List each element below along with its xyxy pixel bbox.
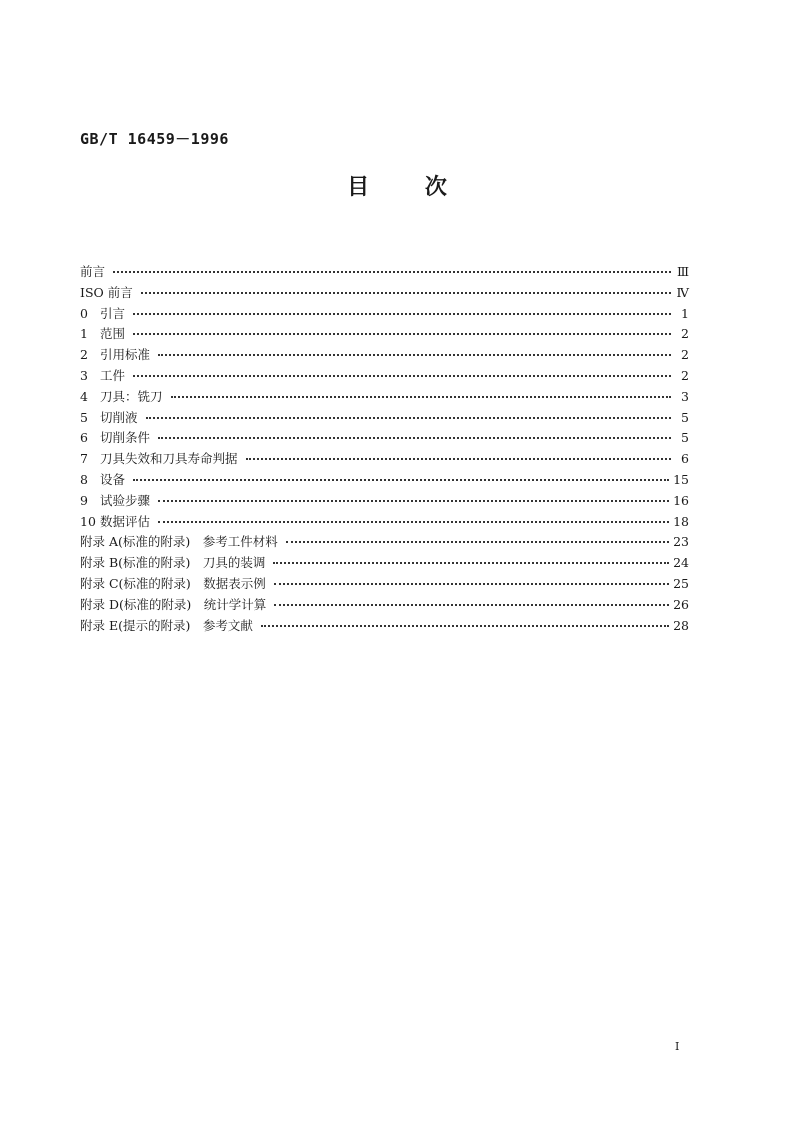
toc-entry-label: 1 范围 xyxy=(80,326,126,342)
toc-entry-10[interactable] xyxy=(80,512,689,533)
toc-entry-8[interactable] xyxy=(80,470,689,491)
toc-entry-page: 5 xyxy=(681,430,689,446)
toc-entry-0[interactable] xyxy=(80,304,689,325)
toc-entry-number: 9 xyxy=(80,492,88,508)
toc-entry-foreword[interactable] xyxy=(80,262,689,283)
toc-entry-number: 6 xyxy=(80,430,88,446)
toc-entry-page: 26 xyxy=(673,596,689,612)
toc-entry-appendix-e[interactable] xyxy=(80,616,689,637)
toc-entry-page: 16 xyxy=(673,492,689,508)
toc-leader xyxy=(158,500,669,502)
toc-leader xyxy=(133,375,671,377)
toc-entry-iso-foreword[interactable] xyxy=(80,283,689,304)
toc-entry-number: 8 xyxy=(80,471,88,487)
toc-entry-6[interactable] xyxy=(80,428,689,449)
toc-entry-label: 2 引用标准 xyxy=(80,347,151,363)
toc-title-char-1: 目 xyxy=(347,175,370,200)
toc-entry-9[interactable] xyxy=(80,491,689,512)
toc-entry-number: 1 xyxy=(80,326,88,342)
toc-entry-label: 附录 B(标准的附录) 刀具的装调 xyxy=(80,555,266,571)
toc-entry-number: 10 xyxy=(80,513,96,529)
toc-leader xyxy=(146,417,671,419)
toc-entry-label: 7 刀具失效和刀具寿命判据 xyxy=(80,451,238,467)
toc-entry-label: 附录 E(提示的附录) 参考文献 xyxy=(80,617,253,633)
toc-entry-2[interactable] xyxy=(80,345,689,366)
toc-entry-page: 2 xyxy=(681,367,689,383)
toc-leader xyxy=(158,437,671,439)
toc-entry-3[interactable] xyxy=(80,366,689,387)
toc-entry-number: 5 xyxy=(80,409,88,425)
toc-title-char-2: 次 xyxy=(424,175,447,200)
toc-entry-4[interactable] xyxy=(80,387,689,408)
toc-entry-page: Ⅳ xyxy=(676,284,689,300)
toc-leader xyxy=(113,271,671,273)
toc-entry-label: 附录 A(标准的附录) 参考工件材料 xyxy=(80,534,278,550)
toc-leader xyxy=(158,521,669,523)
toc-leader xyxy=(286,541,669,543)
toc-list xyxy=(80,262,689,636)
toc-entry-label: 附录 C(标准的附录) 数据表示例 xyxy=(80,575,266,591)
toc-entry-number: 4 xyxy=(80,388,88,404)
toc-leader xyxy=(274,604,669,606)
toc-leader xyxy=(246,458,671,460)
toc-entry-page: 23 xyxy=(673,534,689,550)
toc-entry-number: 0 xyxy=(80,305,88,321)
toc-leader xyxy=(133,479,669,481)
toc-leader xyxy=(261,625,669,627)
toc-title xyxy=(0,170,794,201)
toc-entry-page: Ⅲ xyxy=(676,264,689,279)
toc-entry-page: 2 xyxy=(681,347,689,363)
toc-entry-page: 24 xyxy=(673,555,689,571)
toc-entry-label: 0 引言 xyxy=(80,305,126,321)
toc-entry-label: ISO 前言 xyxy=(80,284,133,300)
toc-entry-number: 3 xyxy=(80,367,88,383)
toc-entry-number: 7 xyxy=(80,451,88,467)
toc-entry-number: 2 xyxy=(80,347,88,363)
toc-leader xyxy=(141,292,671,294)
toc-entry-label: 9 试验步骤 xyxy=(80,492,151,508)
toc-entry-label: 10 数据评估 xyxy=(80,513,151,529)
toc-leader xyxy=(274,583,669,585)
toc-leader xyxy=(171,396,671,398)
toc-entry-page: 1 xyxy=(681,305,689,321)
toc-leader xyxy=(133,333,671,335)
toc-entry-page: 3 xyxy=(681,388,689,404)
toc-entry-appendix-b[interactable] xyxy=(80,553,689,574)
toc-entry-page: 6 xyxy=(681,451,689,467)
toc-leader xyxy=(158,354,671,356)
toc-leader xyxy=(133,313,671,315)
toc-entry-appendix-a[interactable] xyxy=(80,532,689,553)
toc-entry-1[interactable] xyxy=(80,324,689,345)
toc-entry-7[interactable] xyxy=(80,449,689,470)
toc-entry-page: 15 xyxy=(673,471,689,487)
toc-entry-label: 前言 xyxy=(80,264,106,279)
toc-entry-appendix-d[interactable] xyxy=(80,595,689,616)
toc-entry-page: 25 xyxy=(673,575,689,591)
toc-entry-label: 6 切削条件 xyxy=(80,430,151,446)
toc-entry-label: 8 设备 xyxy=(80,471,126,487)
page-number: I xyxy=(675,1040,680,1053)
toc-entry-label: 5 切削液 xyxy=(80,409,138,425)
toc-entry-label: 3 工件 xyxy=(80,367,126,383)
toc-entry-page: 18 xyxy=(673,513,689,529)
standard-code: GB/T 16459－1996 xyxy=(80,130,229,148)
toc-entry-label: 4 刀具：铣刀 xyxy=(80,388,163,404)
toc-entry-5[interactable] xyxy=(80,408,689,429)
toc-entry-appendix-c[interactable] xyxy=(80,574,689,595)
toc-entry-page: 5 xyxy=(681,409,689,425)
toc-entry-label: 附录 D(标准的附录) 统计学计算 xyxy=(80,596,267,612)
toc-entry-page: 2 xyxy=(681,326,689,342)
toc-leader xyxy=(273,562,669,564)
toc-entry-page: 28 xyxy=(673,617,689,633)
